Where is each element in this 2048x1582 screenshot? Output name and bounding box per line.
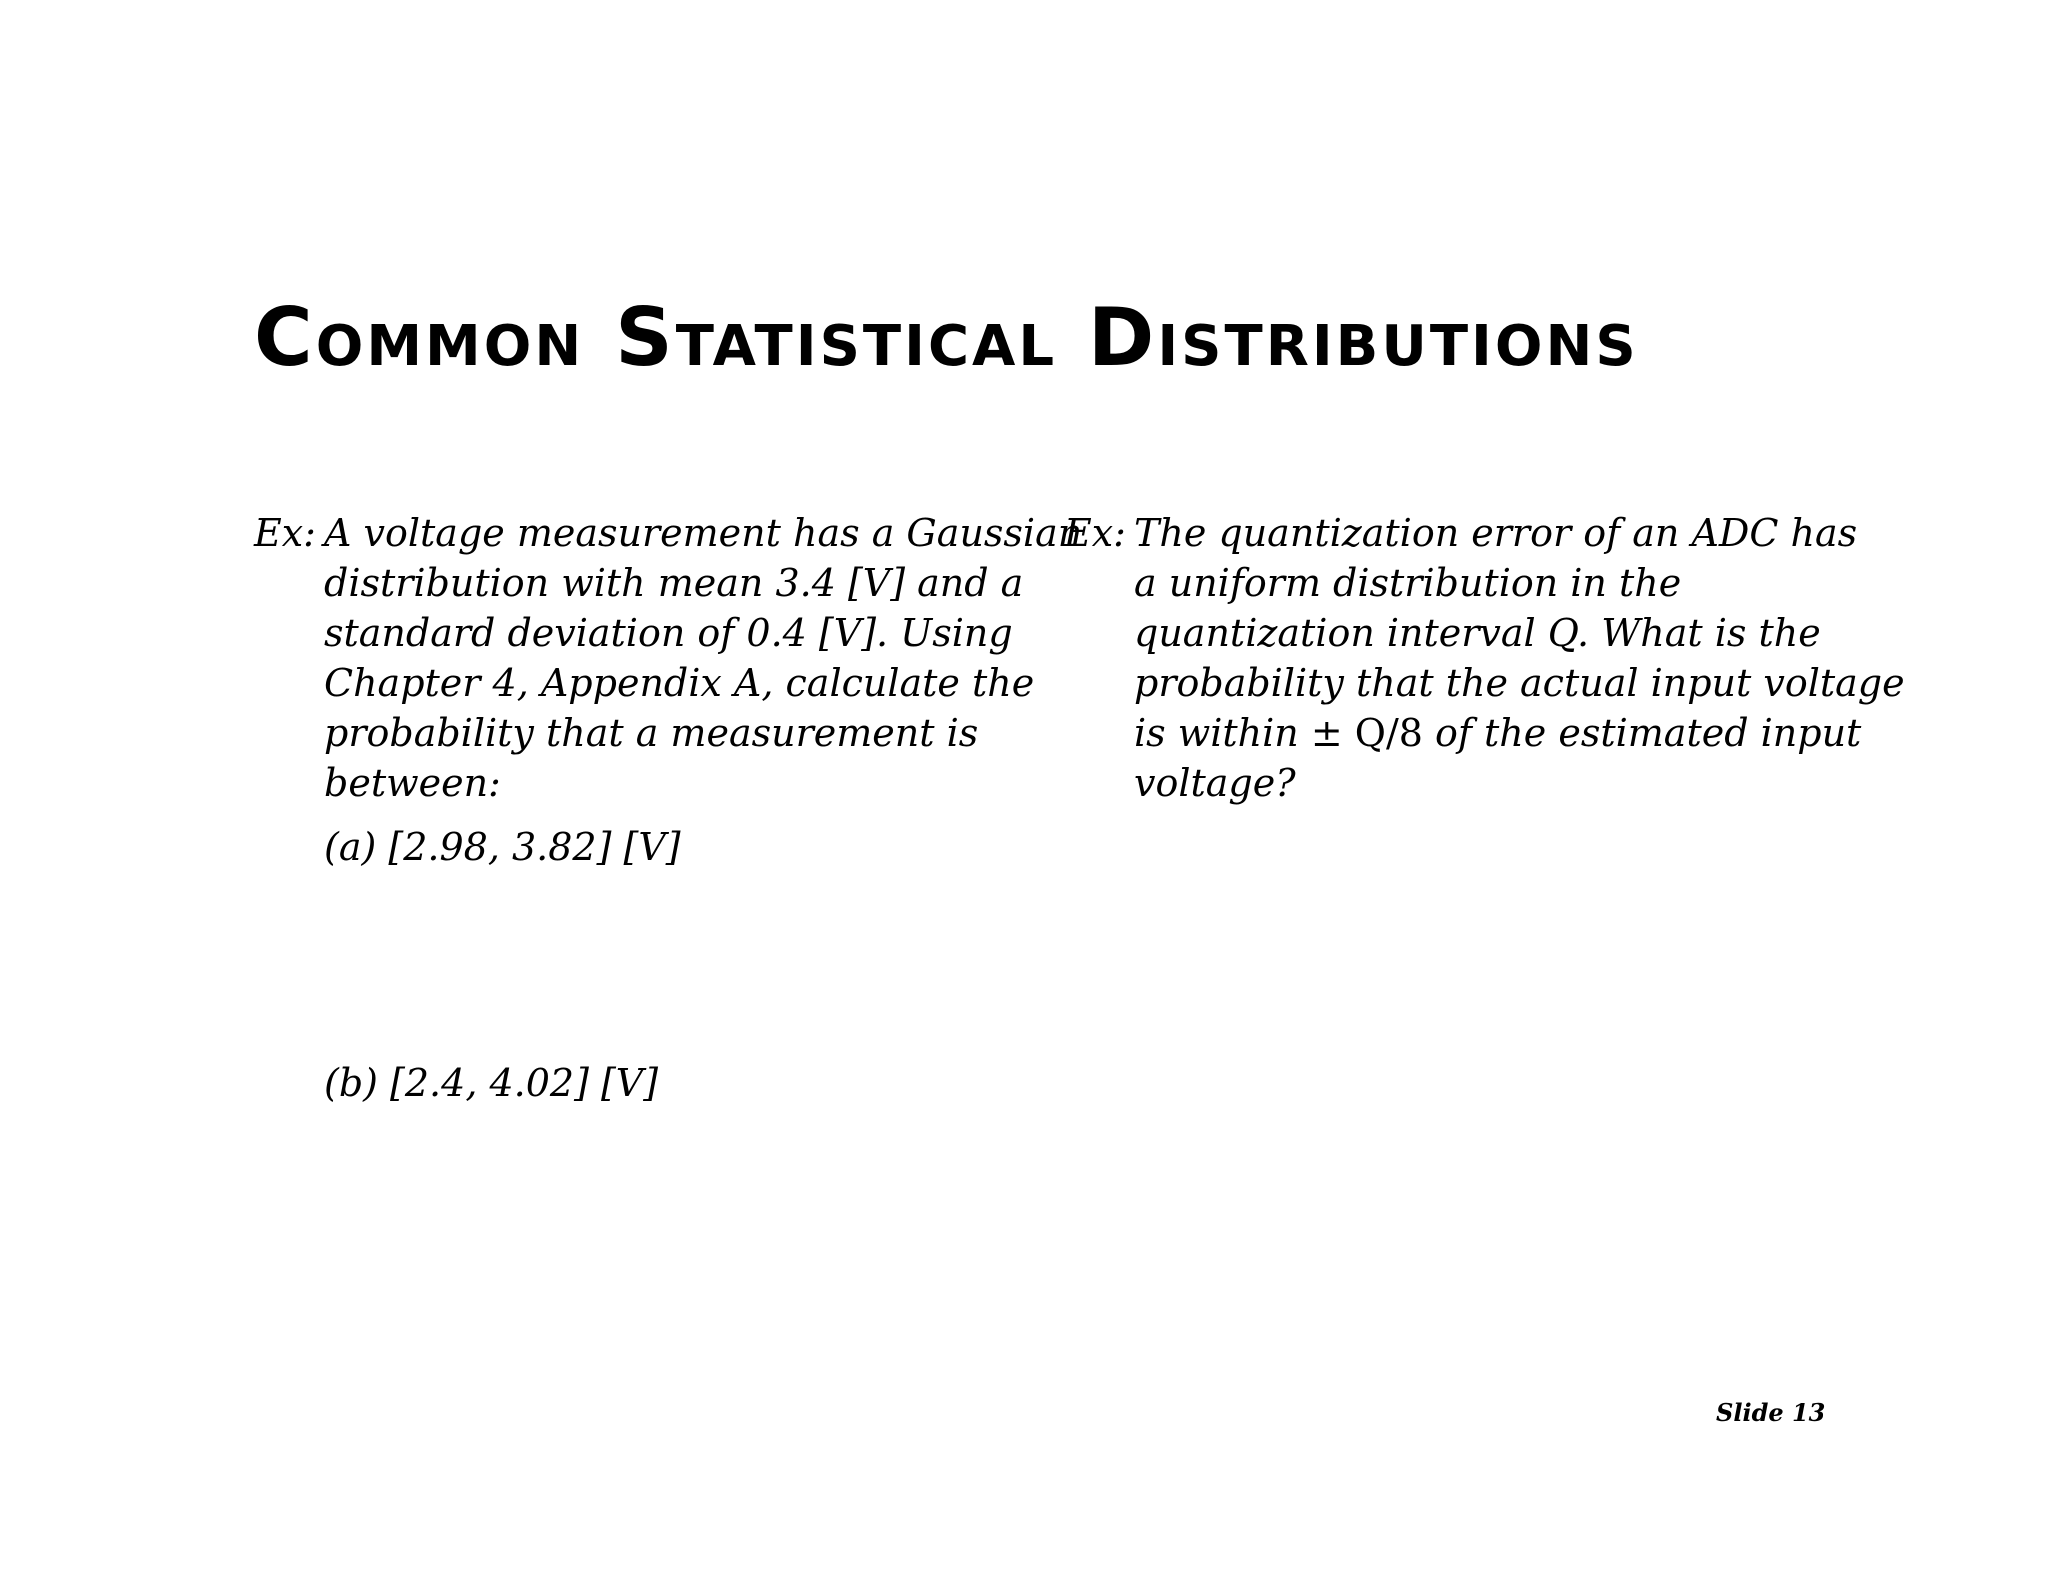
left-example-line: between: bbox=[324, 761, 501, 805]
left-example-label: Ex: bbox=[254, 511, 316, 555]
right-example-text bbox=[1134, 508, 1905, 808]
left-example-line: distribution with mean 3.4 [V] and a bbox=[324, 561, 1024, 605]
right-example bbox=[1064, 508, 1905, 808]
left-example-text bbox=[324, 508, 1083, 808]
right-example-line: quantization interval Q. What is the bbox=[1134, 611, 1821, 655]
right-example-line-with-math bbox=[1134, 708, 1862, 758]
left-example-line: A voltage measurement has a Gaussian bbox=[324, 511, 1083, 555]
right-example-line: a uniform distribution in the bbox=[1134, 561, 1682, 605]
right-example-line: voltage? bbox=[1134, 761, 1296, 805]
left-example-line: Chapter 4, Appendix A, calculate the bbox=[324, 661, 1035, 705]
right-example-line: probability that the actual input voltage bbox=[1134, 661, 1905, 705]
slide-number: Slide 13 bbox=[1716, 1398, 1826, 1427]
part-a-interval: (a) [2.98, 3.82] [V] bbox=[324, 825, 681, 869]
slide-title: Common Statistical Distributions bbox=[254, 291, 1639, 384]
left-example-line: standard deviation of 0.4 [V]. Using bbox=[324, 611, 1013, 655]
plus-minus-q-over-8: ± Q/8 bbox=[1310, 711, 1423, 755]
left-example-line: probability that a measurement is bbox=[324, 711, 979, 755]
right-example-line: The quantization error of an ADC has bbox=[1134, 511, 1858, 555]
right-example-label: Ex: bbox=[1064, 511, 1126, 555]
left-example bbox=[254, 508, 1083, 808]
part-b-interval: (b) [2.4, 4.02] [V] bbox=[324, 1061, 659, 1105]
estimated-input-text: of the estimated input bbox=[1422, 711, 1862, 755]
within-text: is within bbox=[1134, 711, 1311, 755]
